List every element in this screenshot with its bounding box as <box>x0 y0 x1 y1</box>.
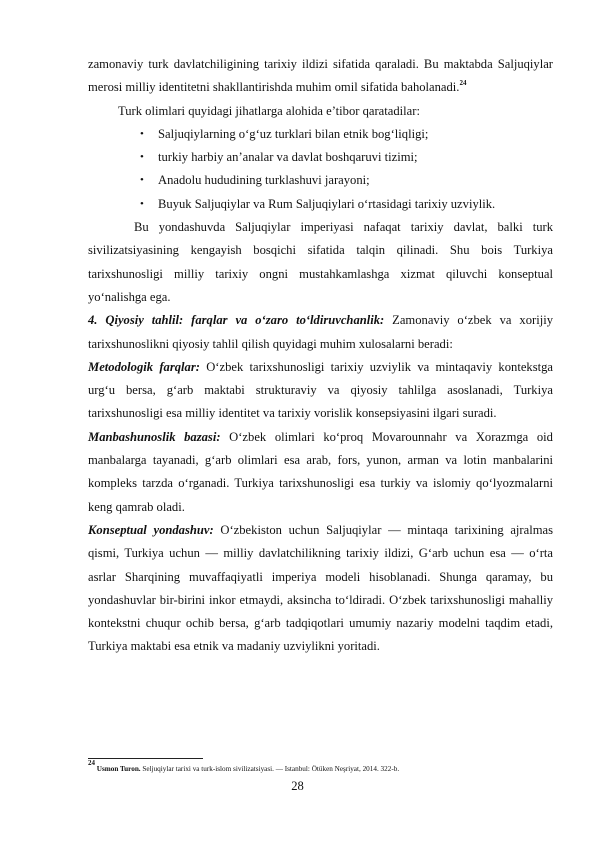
paragraph-1 <box>88 53 553 100</box>
paragraph-2: Bu yondashuvda Saljuqiylar imperiyasi nafaqat tarixiy davlat, balki turk sivilizatsiyasining kengayish bosqichi sifatida talqin qilinadi. Shu bois Turkiya tarixshunosligi milliy tarixiy ongni mustahkamlashga xizmat qiluvchi konseptual yo‘nalishga ega. <box>88 220 553 304</box>
section-4-heading: 4. Qiyosiy tahlil: farqlar va o‘zaro to‘ldiruvchanlik: <box>88 313 385 328</box>
conceptual-label: Konseptual yondashuv: <box>88 522 214 537</box>
footnote-divider <box>88 758 203 759</box>
bullet-list <box>88 123 553 216</box>
bullet-icon: • <box>140 174 144 187</box>
page-number: 28 <box>291 779 304 793</box>
list-item: • Anadolu hududining turklashuvi jarayoni; <box>140 169 553 192</box>
intro-line: Turk olimlari quyidagi jihatlarga alohida e’tibor qaratadilar: <box>118 103 420 118</box>
section-4-text: Zamonaviy o‘zbek va xorijiy tarixshunoslikni qiyosiy tahlil qilish quyidagi muhim xulosalarni beradi: <box>88 313 553 351</box>
sources-label: Manbashunoslik bazasi: <box>88 429 221 444</box>
section-4 <box>88 309 553 356</box>
sources-paragraph: Manbashunoslik bazasi: O‘zbek olimlari ko‘proq Movarounnahr va Xorazmga oid manbalarga tayanadi, g‘arb olimlari esa arab, fors, yunon, arman va lotin manbalarini kompleks tarzda o‘rganadi. Turkiya tarixshunosligi esa turkiy va islomiy qo‘lyozmalarni keng qamrab oladi. <box>88 429 553 514</box>
conceptual-paragraph: Konseptual yondashuv: O‘zbekiston uchun Saljuqiylar — mintaqa tarixining ajralmas qismi, Turkiya uchun — milliy davlatchilikning tarixiy ildizi, G‘arb uchun esa — o‘rta asrlar Sharqining muvaffaqiyatli imperiya modeli hisoblanadi. Shunga qaramay, bu yondashuvlar bir-birini inkor etmaydi, aksincha to‘ldiradi. O‘zbek tarixshunosligi mahalliy kontekstni chuqur ochib bersa, g‘arb tadqiqotlari umumiy nazariy modelni taqdim etadi, Turkiya maktabi esa etnik va madaniy uzviylikni yoritadi. <box>88 522 553 654</box>
methodology-paragraph: Metodologik farqlar: O‘zbek tarixshunosligi tarixiy uzviylik va mintaqaviy kontekstga urg‘u bersa, g‘arb maktabi strukturaviy va qiyosiy tahlilga asoslanadi, Turkiya tarixshunosligi esa milliy identitet va tarixiy vorislik konsepsiyasini ilgari suradi. <box>88 359 553 421</box>
paragraph-1-text: zamonaviy turk davlatchiligining tarixiy ildizi sifatida qaraladi. Bu maktabda Saljuqiylar merosi milliy identitetni shakllantirishda muhim omil sifatida baholanadi. <box>88 57 553 95</box>
list-item: • Saljuqiylarning o‘g‘uz turklari bilan etnik bog‘liqligi; <box>140 123 553 146</box>
footnote-text: Seljuqiylar tarixi va turk-islom sivilizatsiyasi. — Istanbul: Ötüken Neşriyat, 2014. 322-b. <box>140 765 400 773</box>
footnote-ref[interactable]: 24 <box>459 79 467 88</box>
methodology-label: Metodologik farqlar: <box>88 359 200 374</box>
page-body <box>88 53 553 659</box>
bullet-icon: • <box>140 197 144 210</box>
list-item: • turkiy harbiy an’analar va davlat boshqaruvi tizimi; <box>140 146 553 169</box>
footnote-author: Usmon Turon. <box>96 765 141 773</box>
footnote <box>88 759 553 774</box>
bullet-icon: • <box>140 151 144 164</box>
list-item: • Buyuk Saljuqiylar va Rum Saljuqiylari o‘rtasidagi tarixiy uzviylik. <box>140 193 553 216</box>
footnote-number: 24 <box>88 759 95 767</box>
bullet-icon: • <box>140 127 144 140</box>
